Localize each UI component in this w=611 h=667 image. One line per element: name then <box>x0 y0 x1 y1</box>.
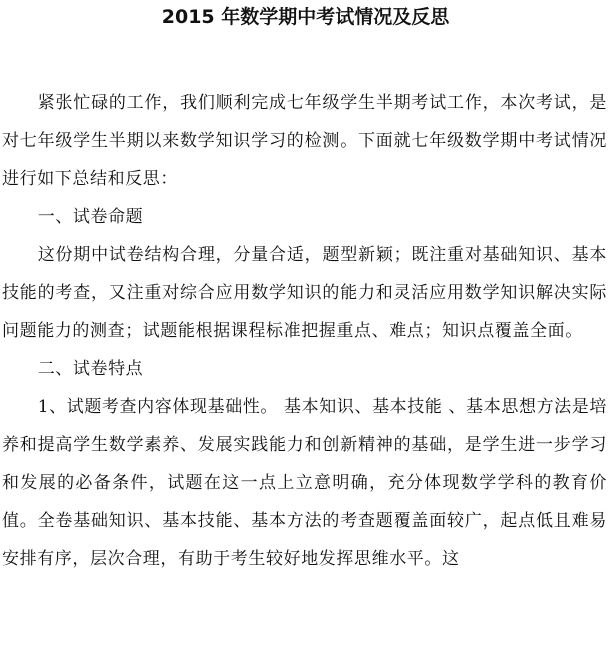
section-heading-exam-design: 一、试卷命题 <box>37 207 144 227</box>
document-body <box>2 84 607 578</box>
intro-paragraph: 紧张忙碌的工作，我们顺利完成七年级学生半期考试工作，本次考试，是对七年级学生半期以来数学知识学习的检测。下面就七年级数学期中考试情况进行如下总结和反思： <box>2 93 607 189</box>
document-title: 2015 年数学期中考试情况及反思 <box>161 6 450 28</box>
section-heading-exam-features: 二、试卷特点 <box>37 359 144 379</box>
exam-design-paragraph: 这份期中试卷结构合理，分量合适，题型新颖；既注重对基础知识、基本技能的考查，又注重对综合应用数学知识的能力和灵活应用数学知识解决实际问题能力的测查；试题能根据课程标准把握重点、难点；知识点覆盖全面。 <box>2 245 607 341</box>
exam-features-paragraph: 1、试题考查内容体现基础性。 基本知识、基本技能 、基本思想方法是培养和提高学生数学素养、发展实践能力和创新精神的基础，是学生进一步学习和发展的必备条件，试题在这一点上立意明确，充分体现数学学科的教育价值。全卷基础知识、基本技能、基本方法的考查题覆盖面较广，起点低且难易安排有序，层次合理，有助于考生较好地发挥思维水平。这 <box>2 397 607 569</box>
